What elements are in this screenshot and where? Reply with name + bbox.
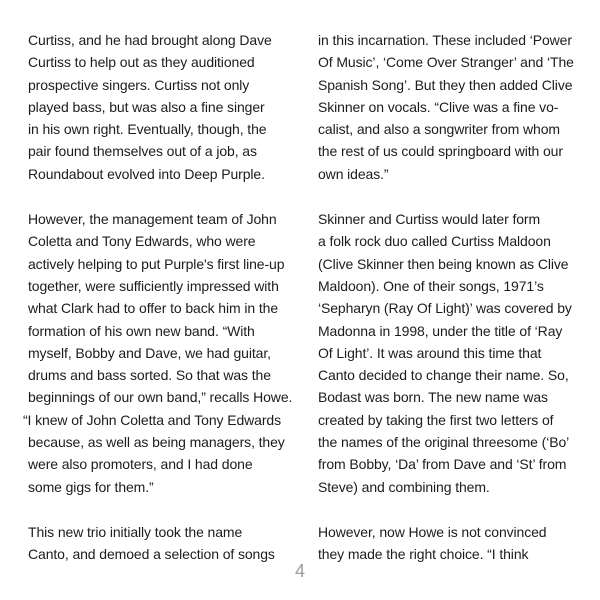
text-line: Skinner and Curtiss would later form	[318, 211, 541, 228]
text-line: in his own right. Eventually, though, the	[28, 121, 267, 138]
text-line: drums and bass sorted. So that was the	[28, 367, 271, 384]
text-line: Maldoon). One of their songs, 1971’s	[318, 277, 544, 294]
text-line: This new trio initially took the name	[28, 523, 243, 540]
text-line: Roundabout evolved into Deep Purple.	[28, 165, 265, 182]
paragraph-1	[28, 29, 300, 185]
paragraph-5	[318, 208, 580, 498]
text-line: (Clive Skinner then being known as Clive	[318, 255, 569, 272]
paragraph-3	[28, 521, 300, 566]
text-line: Canto decided to change their name. So,	[318, 367, 569, 384]
text-line: a folk rock duo called Curtiss Maldoon	[318, 233, 551, 250]
text-line: Coletta and Tony Edwards, who were	[28, 233, 256, 250]
paragraph-2	[23, 208, 300, 498]
text-line: pair found themselves out of a job, as	[28, 143, 257, 160]
text-line: prospective singers. Curtiss not only	[28, 76, 250, 93]
text-line: Canto, and demoed a selection of songs	[28, 546, 275, 563]
text-line: ‘Sepharyn (Ray Of Light)’ was covered by	[318, 300, 572, 317]
left-column	[23, 29, 300, 566]
paragraph-4	[318, 29, 580, 185]
text-line: from Bobby, ‘Da’ from Dave and ‘St’ from	[318, 456, 567, 473]
text-line: Of Light’. It was around this time that	[318, 344, 542, 361]
text-line: Curtiss to help out as they auditioned	[28, 54, 255, 71]
text-line: own ideas.”	[318, 165, 389, 182]
text-line: created by taking the first two letters of	[318, 411, 554, 428]
text-line: beginnings of our own band,” recalls Howe.	[28, 389, 293, 406]
text-line: However, now Howe is not convinced	[318, 523, 547, 540]
text-line: myself, Bobby and Dave, we had guitar,	[28, 344, 271, 361]
right-column	[318, 29, 580, 566]
text-line: Curtiss, and he had brought along Dave	[28, 32, 272, 48]
text-line: Of Music’, ‘Come Over Stranger’ and ‘The	[318, 54, 574, 71]
text-line: Madonna in 1998, under the title of ‘Ray	[318, 322, 563, 339]
text-line: actively helping to put Purple's first line-up	[28, 255, 285, 272]
text-line: Bodast was born. The new name was	[318, 389, 548, 406]
text-line: “I knew of John Coletta and Tony Edwards	[23, 411, 282, 428]
text-line: together, were sufficiently impressed with	[28, 277, 279, 294]
text-line: some gigs for them.”	[28, 478, 154, 495]
text-line: the names of the original threesome (‘Bo’	[318, 434, 570, 451]
text-line: played bass, but was also a fine singer	[28, 98, 265, 115]
text-line: calist, and also a songwriter from whom	[318, 121, 560, 138]
text-line: in this incarnation. These included ‘Power	[318, 32, 572, 48]
text-line: were also promoters, and I had done	[28, 456, 253, 473]
text-line: because, as well as being managers, they	[28, 434, 285, 451]
text-line: they made the right choice. “I think	[318, 546, 529, 563]
text-line: what Clark had to offer to back him in the	[28, 300, 279, 317]
text-line: Steve) and combining them.	[318, 478, 490, 495]
text-line: Skinner on vocals. “Clive was a fine vo-	[318, 98, 559, 115]
page-number: 4	[295, 561, 305, 581]
text-line: However, the management team of John	[28, 211, 277, 228]
text-line: Spanish Song’. But they then added Clive	[318, 76, 573, 93]
text-line: formation of his own new band. “With	[28, 322, 255, 339]
text-line: the rest of us could springboard with our	[318, 143, 563, 160]
paragraph-6	[318, 521, 580, 566]
